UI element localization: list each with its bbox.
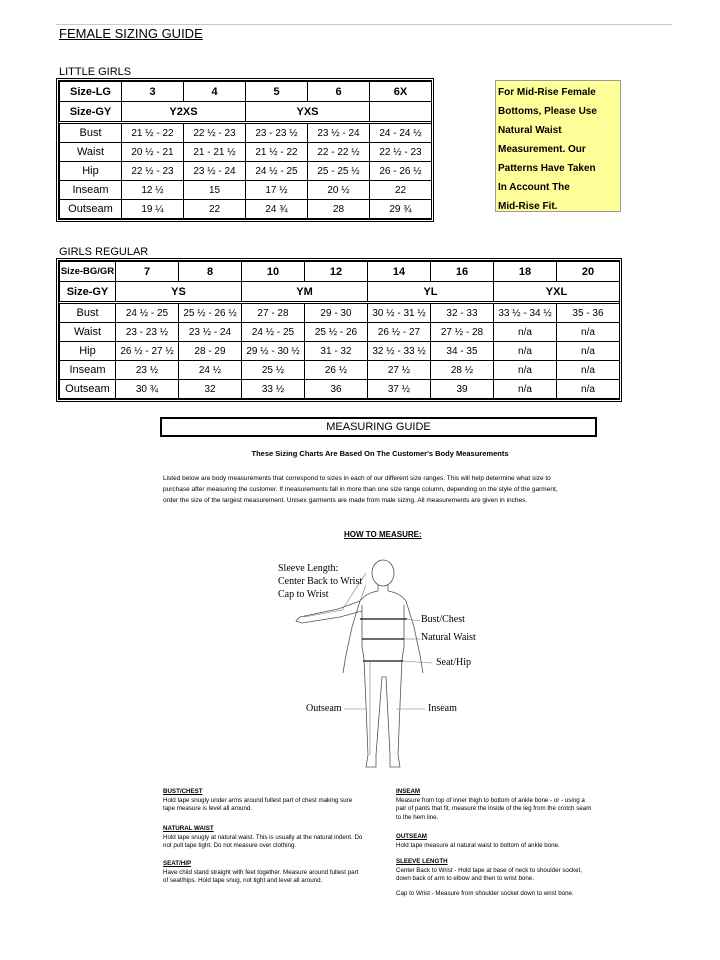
table-cell: 22 ½ - 23 — [122, 162, 184, 181]
girls-regular-table-frame — [56, 258, 622, 402]
table-cell: 23 ½ - 24 — [179, 323, 242, 342]
table-cell: 36 — [305, 380, 368, 399]
size-cell: 14 — [368, 262, 431, 282]
top-rule — [56, 24, 672, 25]
table-cell: 37 ½ — [368, 380, 431, 399]
seat-hip-label: Seat/Hip — [436, 657, 471, 668]
table-row — [60, 380, 620, 399]
table-cell: 25 ½ - 26 ½ — [179, 303, 242, 323]
table-cell: 27 ½ — [368, 361, 431, 380]
size-bg-header: Size-BG/GR — [60, 262, 116, 282]
table-cell: 20 ½ — [308, 181, 370, 200]
sleeve-length-definition — [396, 858, 592, 898]
size-gy-header: Size-GY — [60, 102, 122, 123]
table-cell: 30 ½ - 31 ½ — [368, 303, 431, 323]
table-cell: n/a — [557, 361, 620, 380]
table-row — [60, 282, 620, 303]
sleeve-length-label — [278, 562, 362, 601]
table-cell: 28 ½ — [431, 361, 494, 380]
table-cell: 23 - 23 ½ — [116, 323, 179, 342]
row-label: Bust — [60, 123, 122, 143]
table-cell: 32 - 33 — [431, 303, 494, 323]
natural-waist-label: Natural Waist — [421, 632, 476, 643]
table-cell: 26 - 26 ½ — [370, 162, 432, 181]
table-cell: n/a — [494, 361, 557, 380]
row-label: Outseam — [60, 200, 122, 219]
table-cell: 22 ½ - 23 — [184, 123, 246, 143]
definition-text: Center Back to Wrist - Hold tape at base of neck to shoulder socket, down back of arm to elbow and then to wrist bone. — [396, 866, 582, 882]
table-cell: 24 ½ — [179, 361, 242, 380]
outseam-definition — [396, 833, 592, 850]
table-cell: 26 ½ — [305, 361, 368, 380]
table-cell: 24 ½ - 25 — [116, 303, 179, 323]
size-cell: 6X — [370, 82, 432, 102]
table-cell: 15 — [184, 181, 246, 200]
table-cell: 26 ½ - 27 ½ — [116, 342, 179, 361]
table-row — [60, 162, 432, 181]
table-cell: 17 ½ — [246, 181, 308, 200]
gy-cell: Y2XS — [122, 102, 246, 123]
little-girls-table — [59, 81, 432, 219]
definition-text: Measure from top of inner thigh to bottom of ankle bone - or - using a pair of pants that fit, measure the inside of the leg from the crotch seam to the hem line. — [396, 796, 592, 821]
table-cell: 26 ½ - 27 — [368, 323, 431, 342]
table-cell: 25 ½ - 26 — [305, 323, 368, 342]
measuring-heading: These Sizing Charts Are Based On The Customer's Body Measurements — [251, 449, 509, 458]
note-line: Patterns Have Taken — [498, 163, 596, 174]
size-cell: 3 — [122, 82, 184, 102]
table-cell: 21 - 21 ½ — [184, 143, 246, 162]
table-row — [60, 123, 432, 143]
gy-cell: YXL — [494, 282, 620, 303]
table-cell: 35 - 36 — [557, 303, 620, 323]
measuring-guide-title: MEASURING GUIDE — [160, 417, 597, 437]
figure-label: Cap to Wrist — [278, 589, 329, 600]
size-gy-header: Size-GY — [60, 282, 116, 303]
note-line: Mid-Rise Fit. — [498, 201, 558, 212]
table-cell: n/a — [494, 380, 557, 399]
table-cell: 24 ½ - 25 — [242, 323, 305, 342]
table-cell: 33 ½ — [242, 380, 305, 399]
row-label: Waist — [60, 143, 122, 162]
table-cell: 27 - 28 — [242, 303, 305, 323]
table-row — [60, 82, 432, 102]
table-cell: 29 - 30 — [305, 303, 368, 323]
table-cell: 23 ½ - 24 — [184, 162, 246, 181]
seat-hip-definition — [163, 860, 363, 886]
table-cell: 20 ½ - 21 — [122, 143, 184, 162]
table-cell: 24 ½ - 25 — [246, 162, 308, 181]
table-cell: 19 ¼ — [122, 200, 184, 219]
table-row — [60, 303, 620, 323]
size-cell: 7 — [116, 262, 179, 282]
definition-title: SLEEVE LENGTH — [396, 858, 448, 865]
inseam-label: Inseam — [428, 703, 457, 714]
table-cell: 29 ½ - 30 ½ — [242, 342, 305, 361]
how-to-measure-heading: HOW TO MEASURE: — [344, 530, 422, 539]
outseam-label: Outseam — [306, 703, 342, 714]
bust-chest-label: Bust/Chest — [421, 614, 465, 625]
table-row — [60, 342, 620, 361]
size-cell: 4 — [184, 82, 246, 102]
size-cell: 6 — [308, 82, 370, 102]
table-cell: 23 ½ - 24 — [308, 123, 370, 143]
table-row — [60, 200, 432, 219]
row-label: Hip — [60, 342, 116, 361]
gy-cell: YXS — [246, 102, 370, 123]
table-cell: 34 - 35 — [431, 342, 494, 361]
definition-text: Hold tape snugly at natural waist. This is usually at the natural indent. Do not pull tape tight. Do not measure over clothing. — [163, 833, 363, 849]
note-line: Measurement. Our — [498, 144, 586, 155]
girls-regular-label: GIRLS REGULAR — [59, 246, 149, 258]
table-cell: 24 ¾ — [246, 200, 308, 219]
note-line: In Account The — [498, 182, 570, 193]
size-cell: 8 — [179, 262, 242, 282]
table-cell: 22 - 22 ½ — [308, 143, 370, 162]
size-lg-header: Size-LG — [60, 82, 122, 102]
table-cell: 23 ½ — [116, 361, 179, 380]
size-cell: 12 — [305, 262, 368, 282]
table-cell: n/a — [557, 323, 620, 342]
bust-chest-definition — [163, 788, 363, 814]
note-line: Bottoms, Please Use — [498, 106, 597, 117]
table-row — [60, 361, 620, 380]
size-cell: 10 — [242, 262, 305, 282]
figure-label: Center Back to Wrist — [278, 576, 363, 587]
table-cell: 21 ½ - 22 — [122, 123, 184, 143]
definition-title: OUTSEAM — [396, 833, 427, 840]
row-label: Inseam — [60, 181, 122, 200]
size-cell: 5 — [246, 82, 308, 102]
table-cell: 28 - 29 — [179, 342, 242, 361]
gy-cell — [370, 102, 432, 123]
measuring-intro: Listed below are body measurements that correspond to sizes in each of our different size ranges. This will help determine what size to purchase after measuring the customer. If measurements fall in more than one size range column, depending on the style of the garment, order the size of the largest measurement. Unisex garments are made from male sizing. All measurements are given in inches. — [163, 475, 558, 504]
table-cell: n/a — [494, 342, 557, 361]
table-row — [60, 181, 432, 200]
table-cell: 23 - 23 ½ — [246, 123, 308, 143]
little-girls-label: LITTLE GIRLS — [59, 66, 132, 78]
table-cell: 32 — [179, 380, 242, 399]
page-title: FEMALE SIZING GUIDE — [59, 26, 203, 41]
definition-text: Have child stand straight with feet together. Measure around fullest part of seat/hips. Hold tape snug, not tight and level all around. — [163, 868, 359, 884]
row-label: Bust — [60, 303, 116, 323]
note-line: For Mid-Rise Female — [498, 87, 596, 98]
size-cell: 20 — [557, 262, 620, 282]
row-label: Waist — [60, 323, 116, 342]
gy-cell: YM — [242, 282, 368, 303]
definition-text: Hold tape measure at natural waist to bottom of ankle bone. — [396, 841, 560, 849]
row-label: Inseam — [60, 361, 116, 380]
table-row — [60, 262, 620, 282]
table-row — [60, 143, 432, 162]
table-cell: 32 ½ - 33 ½ — [368, 342, 431, 361]
table-cell: 28 — [308, 200, 370, 219]
row-label: Hip — [60, 162, 122, 181]
table-cell: 25 ½ — [242, 361, 305, 380]
definition-text: Hold tape snugly under arms around fullest part of chest making sure tape measure is level all around. — [163, 796, 353, 812]
table-cell: 22 — [370, 181, 432, 200]
table-cell: 12 ½ — [122, 181, 184, 200]
row-label: Outseam — [60, 380, 116, 399]
mid-rise-note — [495, 80, 621, 212]
definition-title: INSEAM — [396, 788, 421, 795]
table-cell: 24 - 24 ½ — [370, 123, 432, 143]
gy-cell: YS — [116, 282, 242, 303]
size-cell: 16 — [431, 262, 494, 282]
table-cell: 39 — [431, 380, 494, 399]
girls-regular-table — [59, 261, 620, 399]
table-cell: n/a — [557, 342, 620, 361]
table-cell: n/a — [557, 380, 620, 399]
gy-cell: YL — [368, 282, 494, 303]
definition-title: NATURAL WAIST — [163, 825, 214, 832]
definition-title: BUST/CHEST — [163, 788, 203, 795]
table-cell: 25 - 25 ½ — [308, 162, 370, 181]
note-line: Natural Waist — [498, 125, 562, 136]
inseam-definition — [396, 788, 592, 822]
table-row — [60, 323, 620, 342]
table-cell: 30 ¾ — [116, 380, 179, 399]
table-cell: 22 ½ - 23 — [370, 143, 432, 162]
table-cell: 21 ½ - 22 — [246, 143, 308, 162]
table-row — [60, 102, 432, 123]
natural-waist-definition — [163, 825, 363, 851]
definition-text: Cap to Wrist - Measure from shoulder socket down to wrist bone. — [396, 889, 574, 897]
definition-title: SEAT/HIP — [163, 860, 192, 867]
table-cell: n/a — [494, 323, 557, 342]
table-cell: 29 ¾ — [370, 200, 432, 219]
table-cell: 31 - 32 — [305, 342, 368, 361]
table-cell: 27 ½ - 28 — [431, 323, 494, 342]
little-girls-table-frame — [56, 78, 434, 222]
table-cell: 22 — [184, 200, 246, 219]
table-cell: 33 ½ - 34 ½ — [494, 303, 557, 323]
size-cell: 18 — [494, 262, 557, 282]
figure-label: Sleeve Length: — [278, 563, 339, 574]
